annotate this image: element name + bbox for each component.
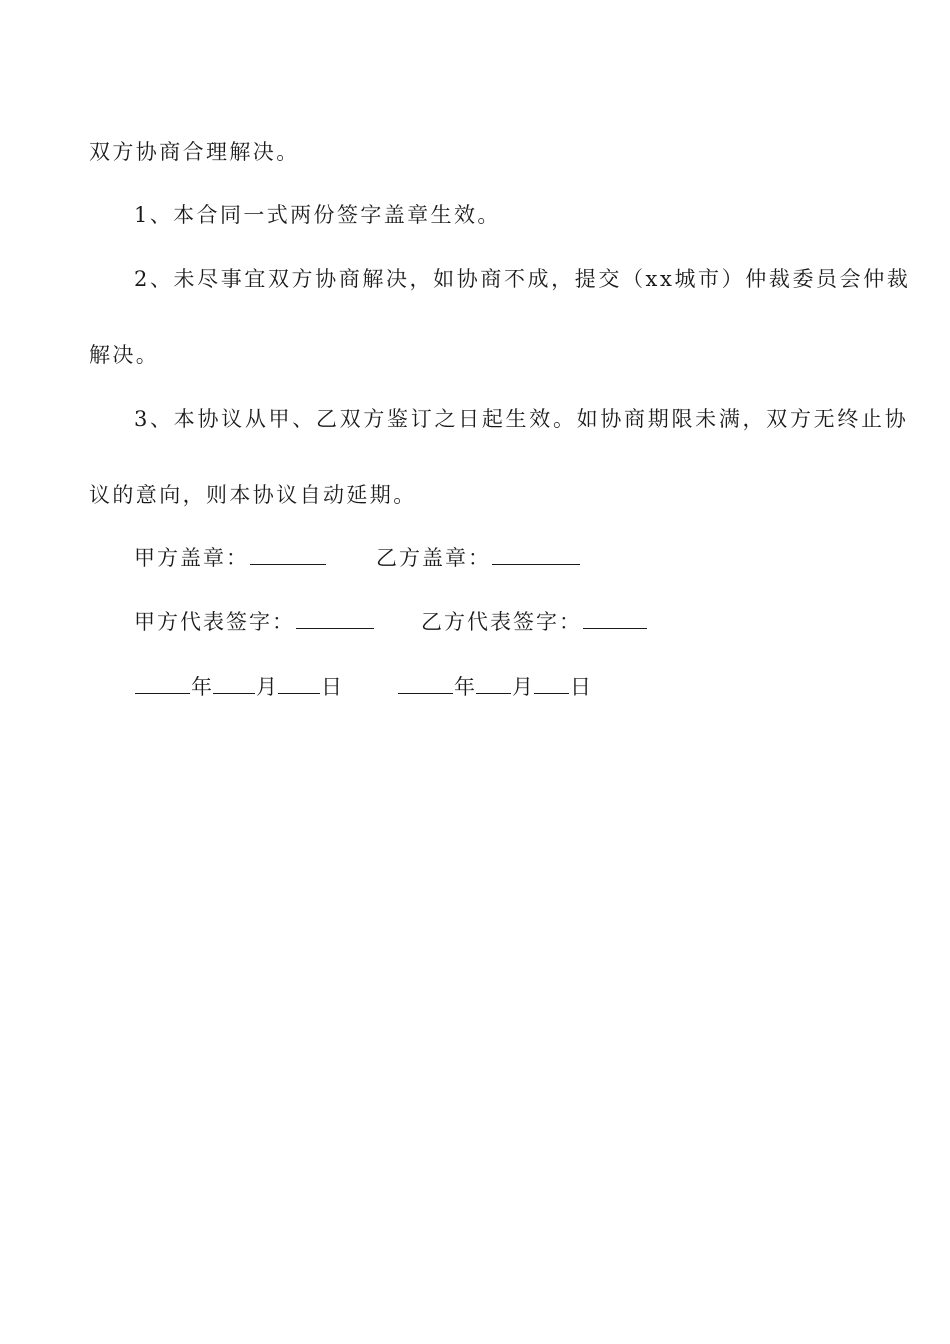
party-a-year-blank[interactable] <box>135 673 190 694</box>
year-label: 年 <box>191 675 212 699</box>
party-a-seal-label: 甲方盖章： <box>134 546 249 570</box>
day-label: 日 <box>321 675 342 699</box>
party-b-rep-label: 乙方代表签字： <box>421 610 582 634</box>
paragraph-closing-text: 双方协商合理解决。 <box>89 140 300 164</box>
party-b-month-blank[interactable] <box>476 673 511 694</box>
party-b-day-blank[interactable] <box>534 673 569 694</box>
representative-row <box>134 608 582 636</box>
date-row <box>134 673 591 701</box>
party-b-seal <box>376 544 581 572</box>
month-label: 月 <box>512 675 533 699</box>
clause-3-line-2: 议的意向，则本协议自动延期。 <box>89 483 417 507</box>
day-label: 日 <box>570 675 591 699</box>
clause-3-line-1: 3、本协议从甲、乙双方鉴订之日起生效。如协商期限未满，双方无终止协 <box>134 407 909 431</box>
seal-row <box>134 544 491 572</box>
party-a-rep-blank[interactable] <box>296 608 374 629</box>
clause-2-line-1: 2、未尽事宜双方协商解决，如协商不成，提交（xx城市）仲裁委员会仲裁 <box>134 267 911 291</box>
party-a-rep-label: 甲方代表签字： <box>134 610 295 634</box>
party-b-seal-blank[interactable] <box>492 544 580 565</box>
clause-1: 1、本合同一式两份签字盖章生效。 <box>134 203 501 227</box>
party-b-rep-blank[interactable] <box>583 608 647 629</box>
party-a-seal-blank[interactable] <box>250 544 326 565</box>
party-b-rep <box>421 608 648 636</box>
clause-2-line-2: 解决。 <box>89 343 160 367</box>
party-a-day-blank[interactable] <box>278 673 320 694</box>
party-b-date <box>397 673 591 701</box>
party-a-month-blank[interactable] <box>213 673 255 694</box>
party-b-seal-label: 乙方盖章： <box>376 546 491 570</box>
party-b-year-blank[interactable] <box>398 673 453 694</box>
month-label: 月 <box>256 675 277 699</box>
year-label: 年 <box>454 675 475 699</box>
